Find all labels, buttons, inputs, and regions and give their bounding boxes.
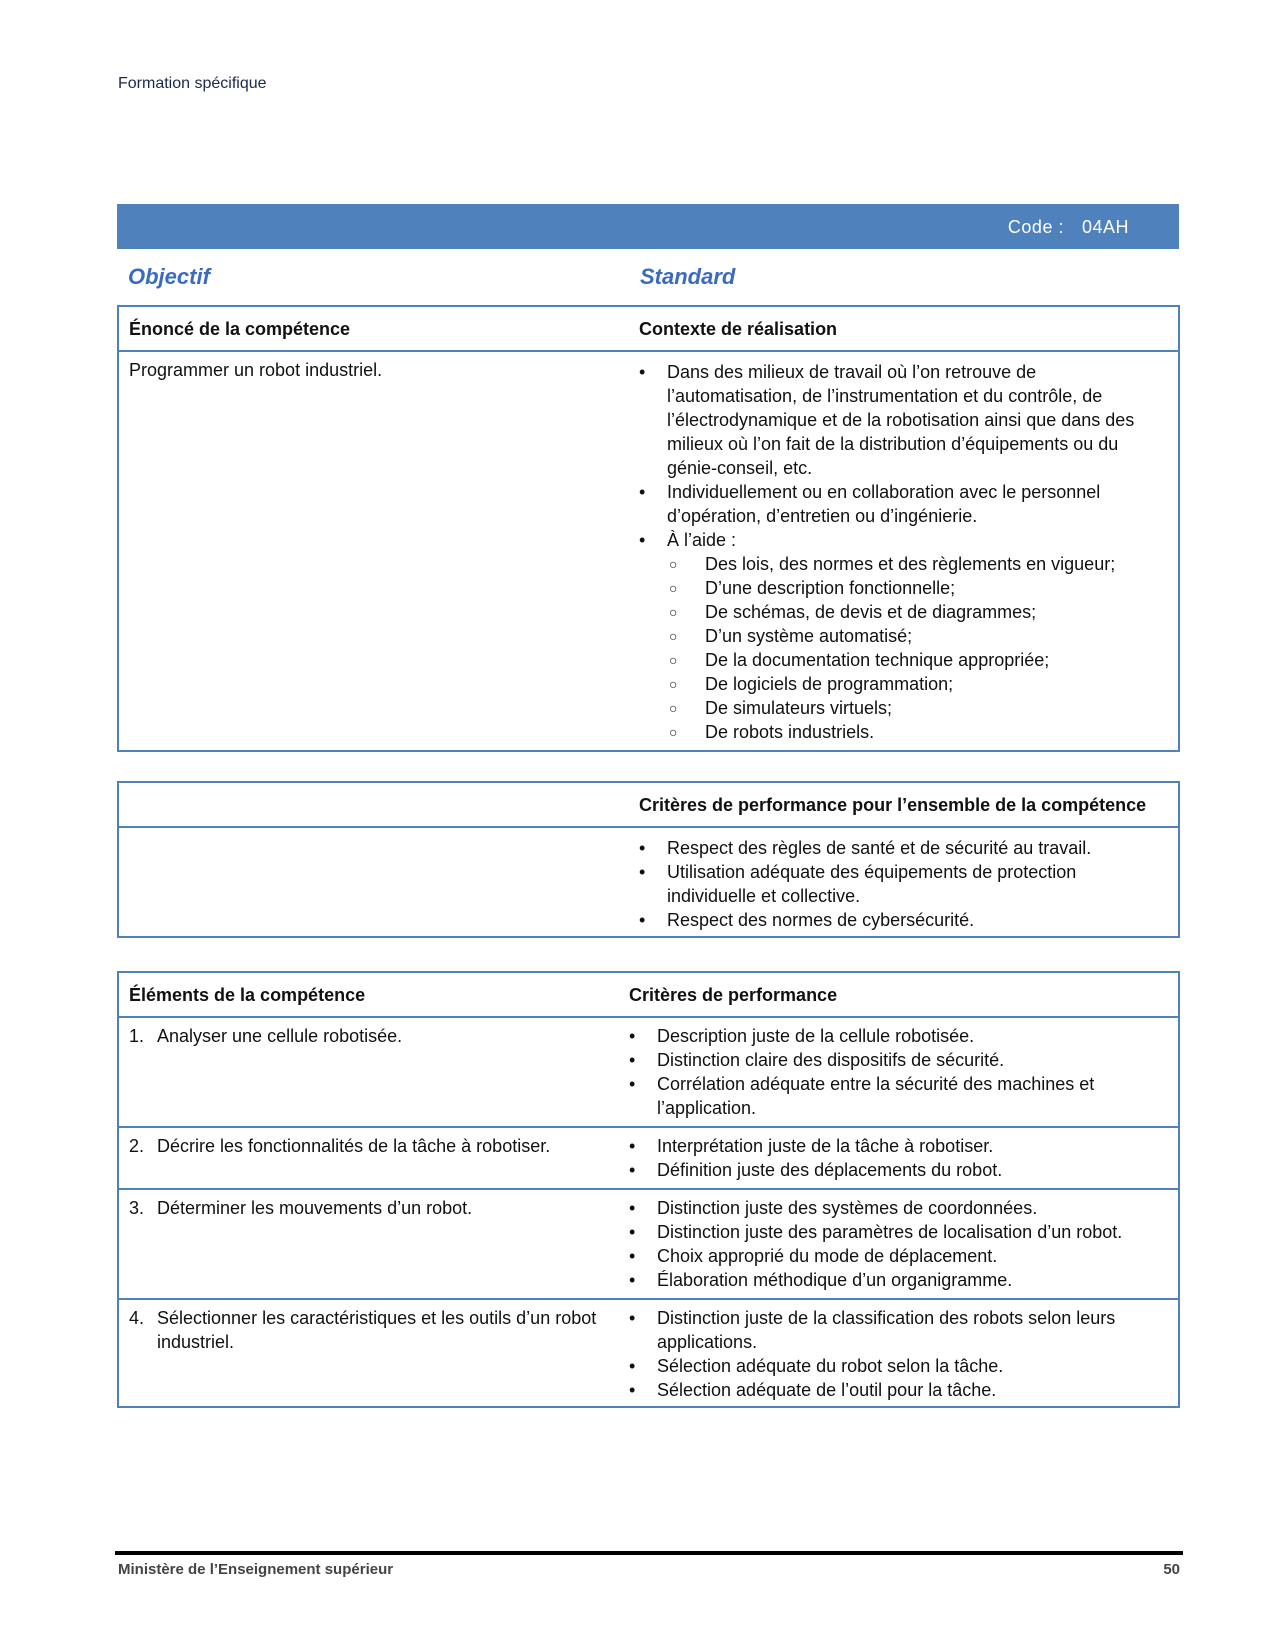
- element-item: [129, 1196, 609, 1220]
- criteres-list: [629, 1306, 1168, 1402]
- critere-item: • Distinction juste des systèmes de coordonnées.: [629, 1196, 1168, 1220]
- element-text: Déterminer les mouvements d’un robot.: [157, 1198, 473, 1218]
- aide-item: ○ De logiciels de programmation;: [667, 672, 1168, 696]
- element-item: [129, 1134, 609, 1158]
- elements-table: [117, 971, 1180, 1408]
- elements-header-row: [118, 972, 1179, 1017]
- element-num: 1.: [129, 1026, 145, 1046]
- criteres-list: [629, 1024, 1168, 1120]
- critere-item: • Distinction juste de la classification des robots selon leurs applications.: [629, 1306, 1168, 1354]
- element-item: [129, 1306, 609, 1354]
- criteres-ensemble-item: • Respect des normes de cybersécurité.: [639, 908, 1168, 932]
- table-row: [118, 1127, 1179, 1189]
- objectif-label: Objectif: [128, 264, 210, 289]
- criteres-ensemble-table: [117, 781, 1180, 938]
- element-item: [129, 1024, 609, 1048]
- aide-item: ○ D’une description fonctionnelle;: [667, 576, 1168, 600]
- critere-item: • Interprétation juste de la tâche à robotiser.: [629, 1134, 1168, 1158]
- elements-header-left: Éléments de la compétence: [118, 972, 619, 1017]
- code-bar: [117, 204, 1179, 249]
- table-row: [118, 1017, 1179, 1127]
- elements-header-right: Critères de performance: [619, 972, 1179, 1017]
- competence-table: [117, 305, 1180, 752]
- enonce-text: Programmer un robot industriel.: [129, 360, 383, 380]
- critere-item: • Distinction claire des dispositifs de sécurité.: [629, 1048, 1168, 1072]
- competence-body-row: [118, 351, 1179, 751]
- page-number: 50: [1163, 1561, 1180, 1578]
- code-label: [1008, 217, 1129, 238]
- criteres-ensemble-body-row: [118, 827, 1179, 937]
- criteres-ensemble-item: • Respect des règles de santé et de sécurité au travail.: [639, 836, 1168, 860]
- critere-item: • Élaboration méthodique d’un organigramme.: [629, 1268, 1168, 1292]
- contexte-header: Contexte de réalisation: [629, 306, 1179, 351]
- page-footer: [118, 1561, 1180, 1578]
- element-text: Analyser une cellule robotisée.: [157, 1026, 403, 1046]
- section-labels: [128, 264, 1178, 294]
- contexte-item: • Individuellement ou en collaboration avec le personnel d’opération, d’entretien ou d’ingénierie.: [639, 480, 1168, 528]
- contexte-cell: [629, 351, 1179, 751]
- critere-item: • Choix approprié du mode de déplacement.: [629, 1244, 1168, 1268]
- aide-item: ○ Des lois, des normes et des règlements en vigueur;: [667, 552, 1168, 576]
- critere-item: • Sélection adéquate du robot selon la tâche.: [629, 1354, 1168, 1378]
- enonce-header: Énoncé de la compétence: [118, 306, 629, 351]
- footer-ministry: Ministère de l’Enseignement supérieur: [118, 1561, 394, 1578]
- element-num: 3.: [129, 1198, 145, 1218]
- aide-item: ○ De la documentation technique appropriée;: [667, 648, 1168, 672]
- element-text: Décrire les fonctionnalités de la tâche à robotiser.: [157, 1136, 551, 1156]
- critere-item: • Définition juste des déplacements du robot.: [629, 1158, 1168, 1182]
- footer-divider: [115, 1551, 1183, 1555]
- aide-item: ○ D’un système automatisé;: [667, 624, 1168, 648]
- aide-item: ○ De simulateurs virtuels;: [667, 696, 1168, 720]
- element-num: 2.: [129, 1136, 145, 1156]
- criteres-list: [629, 1134, 1168, 1182]
- aide-list: [667, 552, 1168, 744]
- aide-item: ○ De schémas, de devis et de diagrammes;: [667, 600, 1168, 624]
- criteres-ensemble-header: Critères de performance pour l’ensemble de la compétence: [629, 782, 1179, 827]
- criteres-ensemble-list: [639, 836, 1168, 932]
- code-value: 04AH: [1081, 217, 1129, 237]
- competence-header-row: [118, 306, 1179, 351]
- critere-item: • Description juste de la cellule robotisée.: [629, 1024, 1168, 1048]
- critere-item: • Corrélation adéquate entre la sécurité des machines et l’application.: [629, 1072, 1168, 1120]
- standard-label: Standard: [640, 264, 736, 289]
- critere-item: • Distinction juste des paramètres de localisation d’un robot.: [629, 1220, 1168, 1244]
- table-row: [118, 1299, 1179, 1407]
- page-header: Formation spécifique: [118, 75, 267, 92]
- criteres-ensemble-item: • Utilisation adéquate des équipements de protection individuelle et collective.: [639, 860, 1168, 908]
- element-text: Sélectionner les caractéristiques et les outils d’un robot industriel.: [157, 1308, 597, 1352]
- critere-item: • Sélection adéquate de l’outil pour la tâche.: [629, 1378, 1168, 1402]
- contexte-list: [639, 360, 1168, 744]
- contexte-item: [639, 528, 1168, 744]
- contexte-item-label: À l’aide :: [667, 530, 737, 550]
- contexte-item: • Dans des milieux de travail où l’on retrouve de l’automatisation, de l’instrumentation et du contrôle, de l’électrodynamique et de la robotisation ainsi que dans des milieux où l’on fait de la distribution d’équipements ou du génie-conseil, etc.: [639, 360, 1168, 480]
- aide-item: ○ De robots industriels.: [667, 720, 1168, 744]
- criteres-ensemble-header-row: [118, 782, 1179, 827]
- criteres-list: [629, 1196, 1168, 1292]
- table-row: [118, 1189, 1179, 1299]
- element-num: 4.: [129, 1308, 145, 1328]
- code-label-text: Code :: [1007, 217, 1064, 237]
